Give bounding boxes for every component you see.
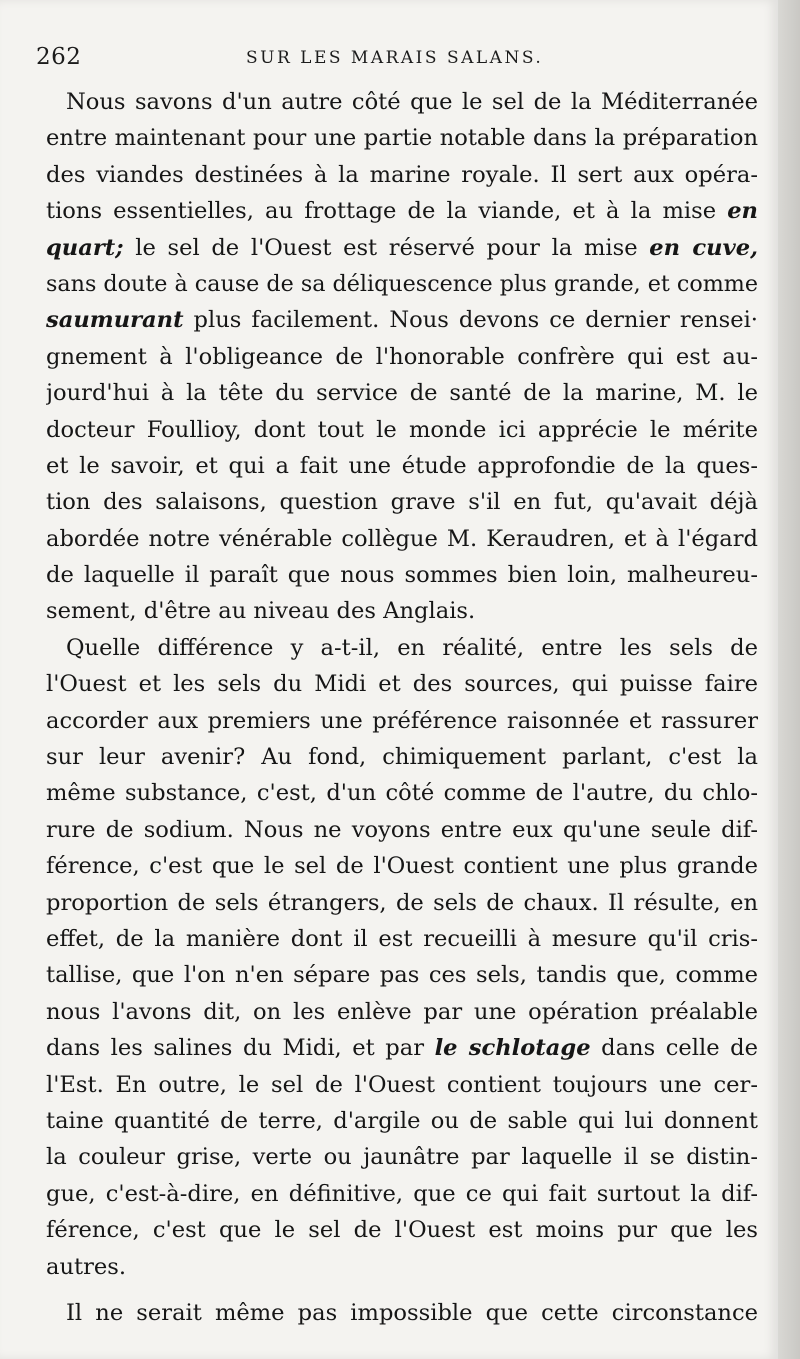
text-line: tions essentielles, au frottage de la viande, et à la mise en <box>46 198 758 225</box>
page-header <box>36 44 756 78</box>
italic-text: en cuve, <box>649 234 758 261</box>
text-line: Il ne serait même pas impossible que cette circonstance <box>66 1299 758 1326</box>
italic-text: le schlotage <box>434 1035 591 1062</box>
text-line: l'Ouest et les sels du Midi et des sources, qui puisse faire <box>46 671 758 698</box>
page-edge <box>778 0 800 1359</box>
text-line: tion des salaisons, question grave s'il en fut, qu'avait déjà <box>46 489 758 516</box>
text-line: férence, c'est que le sel de l'Ouest est moins pur que les <box>46 1217 758 1244</box>
text-line: Quelle différence y a-t-il, en réalité, entre les sels de <box>66 634 758 661</box>
text-line: dans les salines du Midi, et par le schlotage dans celle de <box>46 1035 758 1062</box>
italic-text: quart; <box>46 234 124 261</box>
text-line: et le savoir, et qui a fait une étude approfondie de la ques- <box>46 452 758 479</box>
text-line: l'Est. En outre, le sel de l'Ouest contient toujours une cer- <box>46 1071 758 1098</box>
text-line: des viandes destinées à la marine royale. Il sert aux opéra- <box>46 161 758 188</box>
text-line: jourd'hui à la tête du service de santé de la marine, M. le <box>46 380 758 407</box>
text-line: gue, c'est-à-dire, en définitive, que ce qui fait surtout la dif- <box>46 1180 758 1207</box>
text-line: quart; le sel de l'Ouest est réservé pour la mise en cuve, <box>46 234 758 261</box>
text-line: abordée notre vénérable collègue M. Keraudren, et à l'égard <box>46 525 758 552</box>
text-line: gnement à l'obligeance de l'honorable confrère qui est au- <box>46 343 758 370</box>
text-line: de laquelle il paraît que nous sommes bien loin, malheureu- <box>46 562 758 589</box>
text-line: Nous savons d'un autre côté que le sel de la Méditerranée <box>66 89 758 115</box>
text-line: proportion de sels étrangers, de sels de chaux. Il résulte, en <box>46 889 758 916</box>
italic-text: saumurant <box>46 307 184 334</box>
text-line: accorder aux premiers une préférence raisonnée et rassurer <box>46 707 758 734</box>
text-line: docteur Foullioy, dont tout le monde ici apprécie le mérite <box>46 416 758 443</box>
text-line: la couleur grise, verte ou jaunâtre par laquelle il se distin- <box>46 1144 758 1171</box>
text-line: rure de sodium. Nous ne voyons entre eux qu'une seule dif- <box>46 816 758 843</box>
paragraph <box>46 630 758 1285</box>
text-line: taine quantité de terre, d'argile ou de sable qui lui donnent <box>46 1107 758 1134</box>
text-line: effet, de la manière dont il est recueilli à mesure qu'il cris- <box>46 925 758 952</box>
text-line: même substance, c'est, d'un côté comme de l'autre, du chlo- <box>46 780 758 807</box>
page-number: 262 <box>36 44 82 70</box>
paragraph <box>46 84 758 630</box>
body-text <box>46 84 758 1331</box>
text-line: tallise, que l'on n'en sépare pas ces sels, tandis que, comme <box>46 962 758 989</box>
text-line: entre maintenant pour une partie notable dans la préparation <box>46 125 758 152</box>
text-line: sans doute à cause de sa déliquescence plus grande, et comme <box>46 270 758 297</box>
text-line: nous l'avons dit, on les enlève par une opération préalable <box>46 998 758 1025</box>
text-line: férence, c'est que le sel de l'Ouest contient une plus grande <box>46 853 758 880</box>
text-line: autres. <box>46 1253 127 1280</box>
text-line: sur leur avenir? Au fond, chimiquement parlant, c'est la <box>46 744 758 771</box>
text-line: sement, d'être au niveau des Anglais. <box>46 598 476 625</box>
text-line: saumurant plus facilement. Nous devons ce dernier rensei· <box>46 307 758 334</box>
italic-text: en <box>727 198 758 225</box>
paragraph <box>46 1295 758 1331</box>
running-title: SUR LES MARAIS SALANS. <box>246 48 544 68</box>
